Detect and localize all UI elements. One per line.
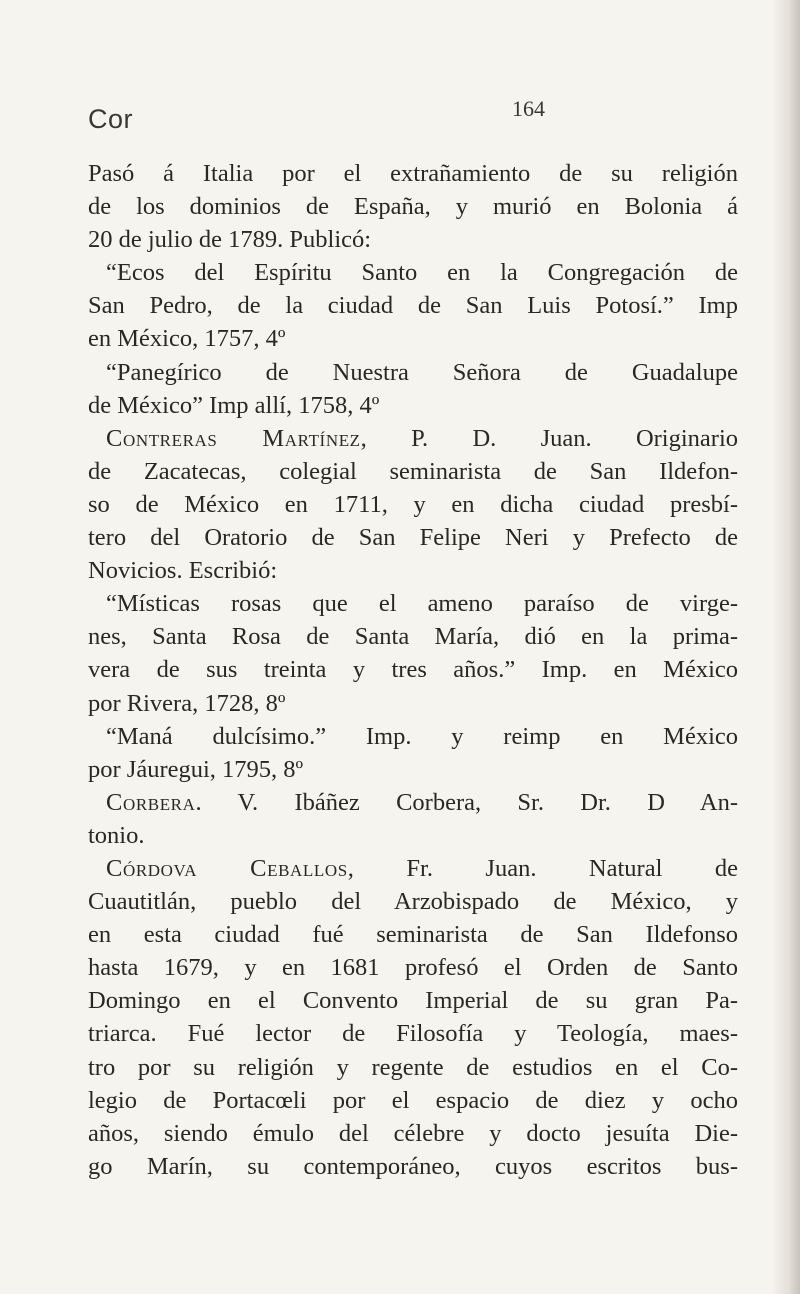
entry-heading-cordova: Córdova Ceballos bbox=[106, 854, 348, 882]
text-line: 20 de julio de 1789. Publicó: bbox=[88, 226, 372, 254]
text-line: tero del Oratorio de San Felipe Neri y Prefecto de bbox=[88, 524, 738, 552]
page-edge-shadow bbox=[772, 0, 800, 1294]
entry-line bbox=[88, 422, 738, 455]
text-line: tonio. bbox=[88, 821, 145, 849]
running-head: Cor bbox=[88, 104, 134, 134]
page-number: 164 bbox=[512, 96, 545, 121]
text-line: hasta 1679, y en 1681 profesó el Orden de Santo bbox=[88, 954, 738, 982]
text-line: de Zacatecas, colegial seminarista de San Ildefon- bbox=[88, 457, 738, 485]
text-line: en México, 1757, 4º bbox=[88, 325, 286, 353]
text-line: de los dominios de España, y murió en Bolonia á bbox=[88, 193, 738, 221]
entry-line bbox=[88, 852, 738, 885]
text-line: “Ecos del Espíritu Santo en la Congregación de bbox=[106, 259, 738, 287]
entry-heading-contreras: Contreras Martínez bbox=[106, 424, 361, 452]
entry-heading-rest: . V. Ibáñez Corbera, Sr. Dr. D An- bbox=[195, 788, 738, 816]
text-line: vera de sus treinta y tres años.” Imp. en México bbox=[88, 656, 738, 684]
text-line: Cuautitlán, pueblo del Arzobispado de México, y bbox=[88, 888, 738, 916]
body-text bbox=[88, 157, 738, 1183]
text-line: de México” Imp allí, 1758, 4º bbox=[88, 391, 380, 419]
text-line: tro por su religión y regente de estudios en el Co- bbox=[88, 1053, 738, 1081]
text-line: legio de Portacœli por el espacio de diez y ocho bbox=[88, 1086, 738, 1114]
text-line: “Místicas rosas que el ameno paraíso de virge- bbox=[106, 590, 738, 618]
text-line: por Jáuregui, 1795, 8º bbox=[88, 755, 304, 783]
text-line: en esta ciudad fué seminarista de San Ildefonso bbox=[88, 921, 738, 949]
text-line: nes, Santa Rosa de Santa María, dió en la prima- bbox=[88, 623, 738, 651]
text-line: Domingo en el Convento Imperial de su gran Pa- bbox=[88, 987, 738, 1015]
page-header bbox=[88, 96, 748, 154]
entry-heading-rest: , P. D. Juan. Originario bbox=[360, 424, 739, 452]
entry-heading-rest: , Fr. Juan. Natural de bbox=[347, 854, 738, 882]
text-line: Pasó á Italia por el extrañamiento de su religión bbox=[88, 160, 738, 187]
text-line: “Maná dulcísimo.” Imp. y reimp en México bbox=[106, 722, 738, 750]
text-line: so de México en 1711, y en dicha ciudad presbí- bbox=[88, 490, 738, 518]
text-line: go Marín, su contemporáneo, cuyos escritos bus- bbox=[88, 1152, 738, 1180]
text-line: “Panegírico de Nuestra Señora de Guadalupe bbox=[106, 358, 738, 386]
text-line: San Pedro, de la ciudad de San Luis Potosí.” Imp bbox=[88, 292, 738, 320]
entry-heading-corbera: Corbera bbox=[106, 788, 196, 816]
text-line: por Rivera, 1728, 8º bbox=[88, 689, 286, 717]
text-line: Novicios. Escribió: bbox=[88, 557, 278, 585]
text-line: triarca. Fué lector de Filosofía y Teología, maes- bbox=[88, 1020, 738, 1048]
entry-line bbox=[88, 786, 738, 819]
text-line: años, siendo émulo del célebre y docto jesuíta Die- bbox=[88, 1119, 738, 1147]
